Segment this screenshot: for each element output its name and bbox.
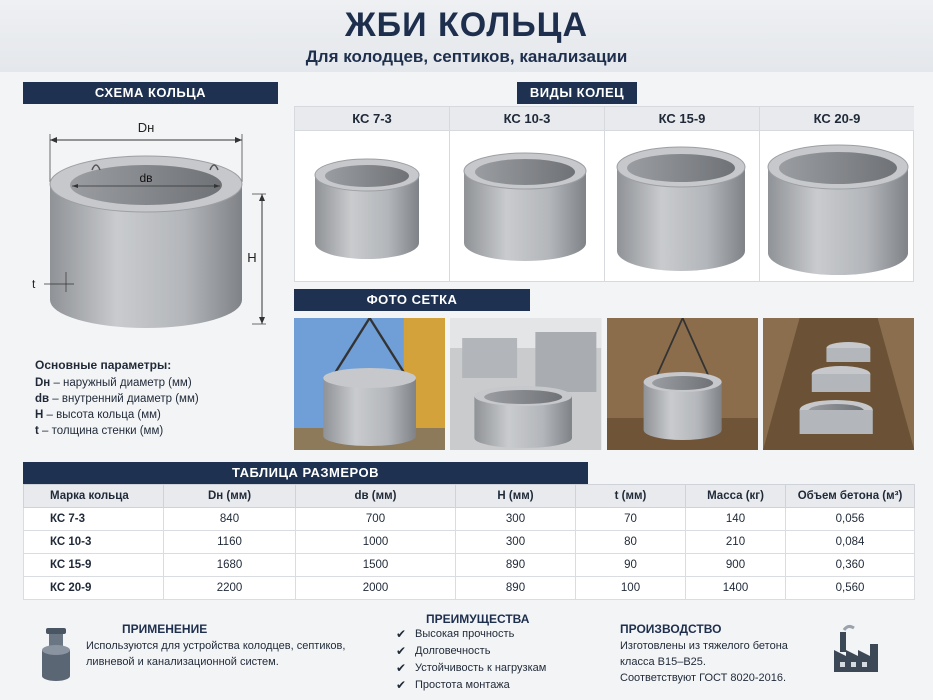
list-item: ✔ Устойчивость к нагрузкам: [396, 661, 547, 675]
type-name: КС 7-3: [295, 107, 449, 131]
column-header: dв (мм): [296, 485, 456, 508]
check-icon: ✔: [396, 678, 407, 692]
param-item: Dн – наружный диаметр (мм): [35, 377, 192, 389]
label-h: H: [247, 250, 257, 265]
table-row: КС 20-9 2200 2000 890 100 1400 0,560: [24, 577, 915, 600]
usage-text: Используются для устройства колодцев, септиков, ливневой и канализационной систем.: [86, 640, 346, 668]
table-row: КС 7-3 840 700 300 70 140 0,056: [24, 508, 915, 531]
type-card: [450, 107, 605, 281]
column-header: H (мм): [456, 485, 576, 508]
production-title: ПРОИЗВОДСТВО: [620, 622, 722, 636]
table-row: КС 15-9 1680 1500 890 90 900 0,360: [24, 554, 915, 577]
well-ring-icon: [38, 626, 74, 682]
params-list: [35, 375, 199, 439]
type-card: [760, 107, 914, 281]
ring-illustration: [450, 131, 604, 281]
check-icon: ✔: [396, 644, 407, 658]
table-header-row: [24, 485, 915, 508]
section-table-title: ТАБЛИЦА РАЗМЕРОВ: [23, 462, 588, 484]
column-header: Объем бетона (м³): [786, 485, 915, 508]
check-icon: ✔: [396, 627, 407, 641]
ring-scheme-diagram: [20, 112, 280, 352]
advantages-title: ПРЕИМУЩЕСТВА: [426, 612, 530, 626]
param-item: t – толщина стенки (мм): [35, 425, 164, 437]
photo-crane-lift: [294, 318, 445, 450]
list-item: ✔ Долговечность: [396, 644, 491, 658]
photo-trench-rings: [763, 318, 914, 450]
ring-illustration: [295, 131, 449, 281]
page-subtitle: Для колодцев, септиков, канализации: [305, 47, 628, 66]
ring-types-panel: [294, 106, 914, 282]
photo-ring-in-pit: [607, 318, 758, 450]
column-header: Dн (мм): [164, 485, 296, 508]
type-card: [295, 107, 450, 281]
type-name: КС 10-3: [450, 107, 604, 131]
params-title: Основные параметры:: [35, 358, 172, 372]
label-dv: dв: [139, 171, 153, 185]
section-scheme-title: СХЕМА КОЛЬЦА: [23, 82, 278, 104]
ring-illustration: [760, 131, 914, 281]
page-title: ЖБИ КОЛЬЦА: [344, 6, 589, 44]
photo-ring-stack: [450, 318, 601, 450]
page-header: [0, 0, 933, 72]
param-item: dв – внутренний диаметр (мм): [35, 393, 199, 405]
check-icon: ✔: [396, 661, 407, 675]
section-types-title: ВИДЫ КОЛЕЦ: [517, 82, 637, 104]
usage-title: ПРИМЕНЕНИЕ: [122, 622, 208, 636]
ring-illustration: [605, 131, 759, 281]
column-header: Масса (кг): [686, 485, 786, 508]
column-header: t (мм): [576, 485, 686, 508]
dimensions-table: [23, 484, 915, 600]
list-item: ✔ Высокая прочность: [396, 627, 515, 641]
list-item: ✔ Простота монтажа: [396, 678, 510, 692]
label-t: t: [32, 277, 36, 291]
advantages-list: [393, 626, 546, 694]
type-name: КС 15-9: [605, 107, 759, 131]
column-header: Марка кольца: [24, 485, 164, 508]
photo-grid: [294, 318, 914, 450]
label-dn: Dн: [137, 120, 155, 135]
table-row: КС 10-3 1160 1000 300 80 210 0,084: [24, 531, 915, 554]
factory-icon: [830, 624, 882, 676]
section-photos-title: ФОТО СЕТКА: [294, 289, 530, 311]
production-text: Изготовлены из тяжелого бетона класса B15–B25. Соответствуют ГОСТ 8020-2016.: [620, 640, 788, 684]
param-item: H – высота кольца (мм): [35, 409, 161, 421]
type-card: [605, 107, 760, 281]
type-name: КС 20-9: [760, 107, 914, 131]
